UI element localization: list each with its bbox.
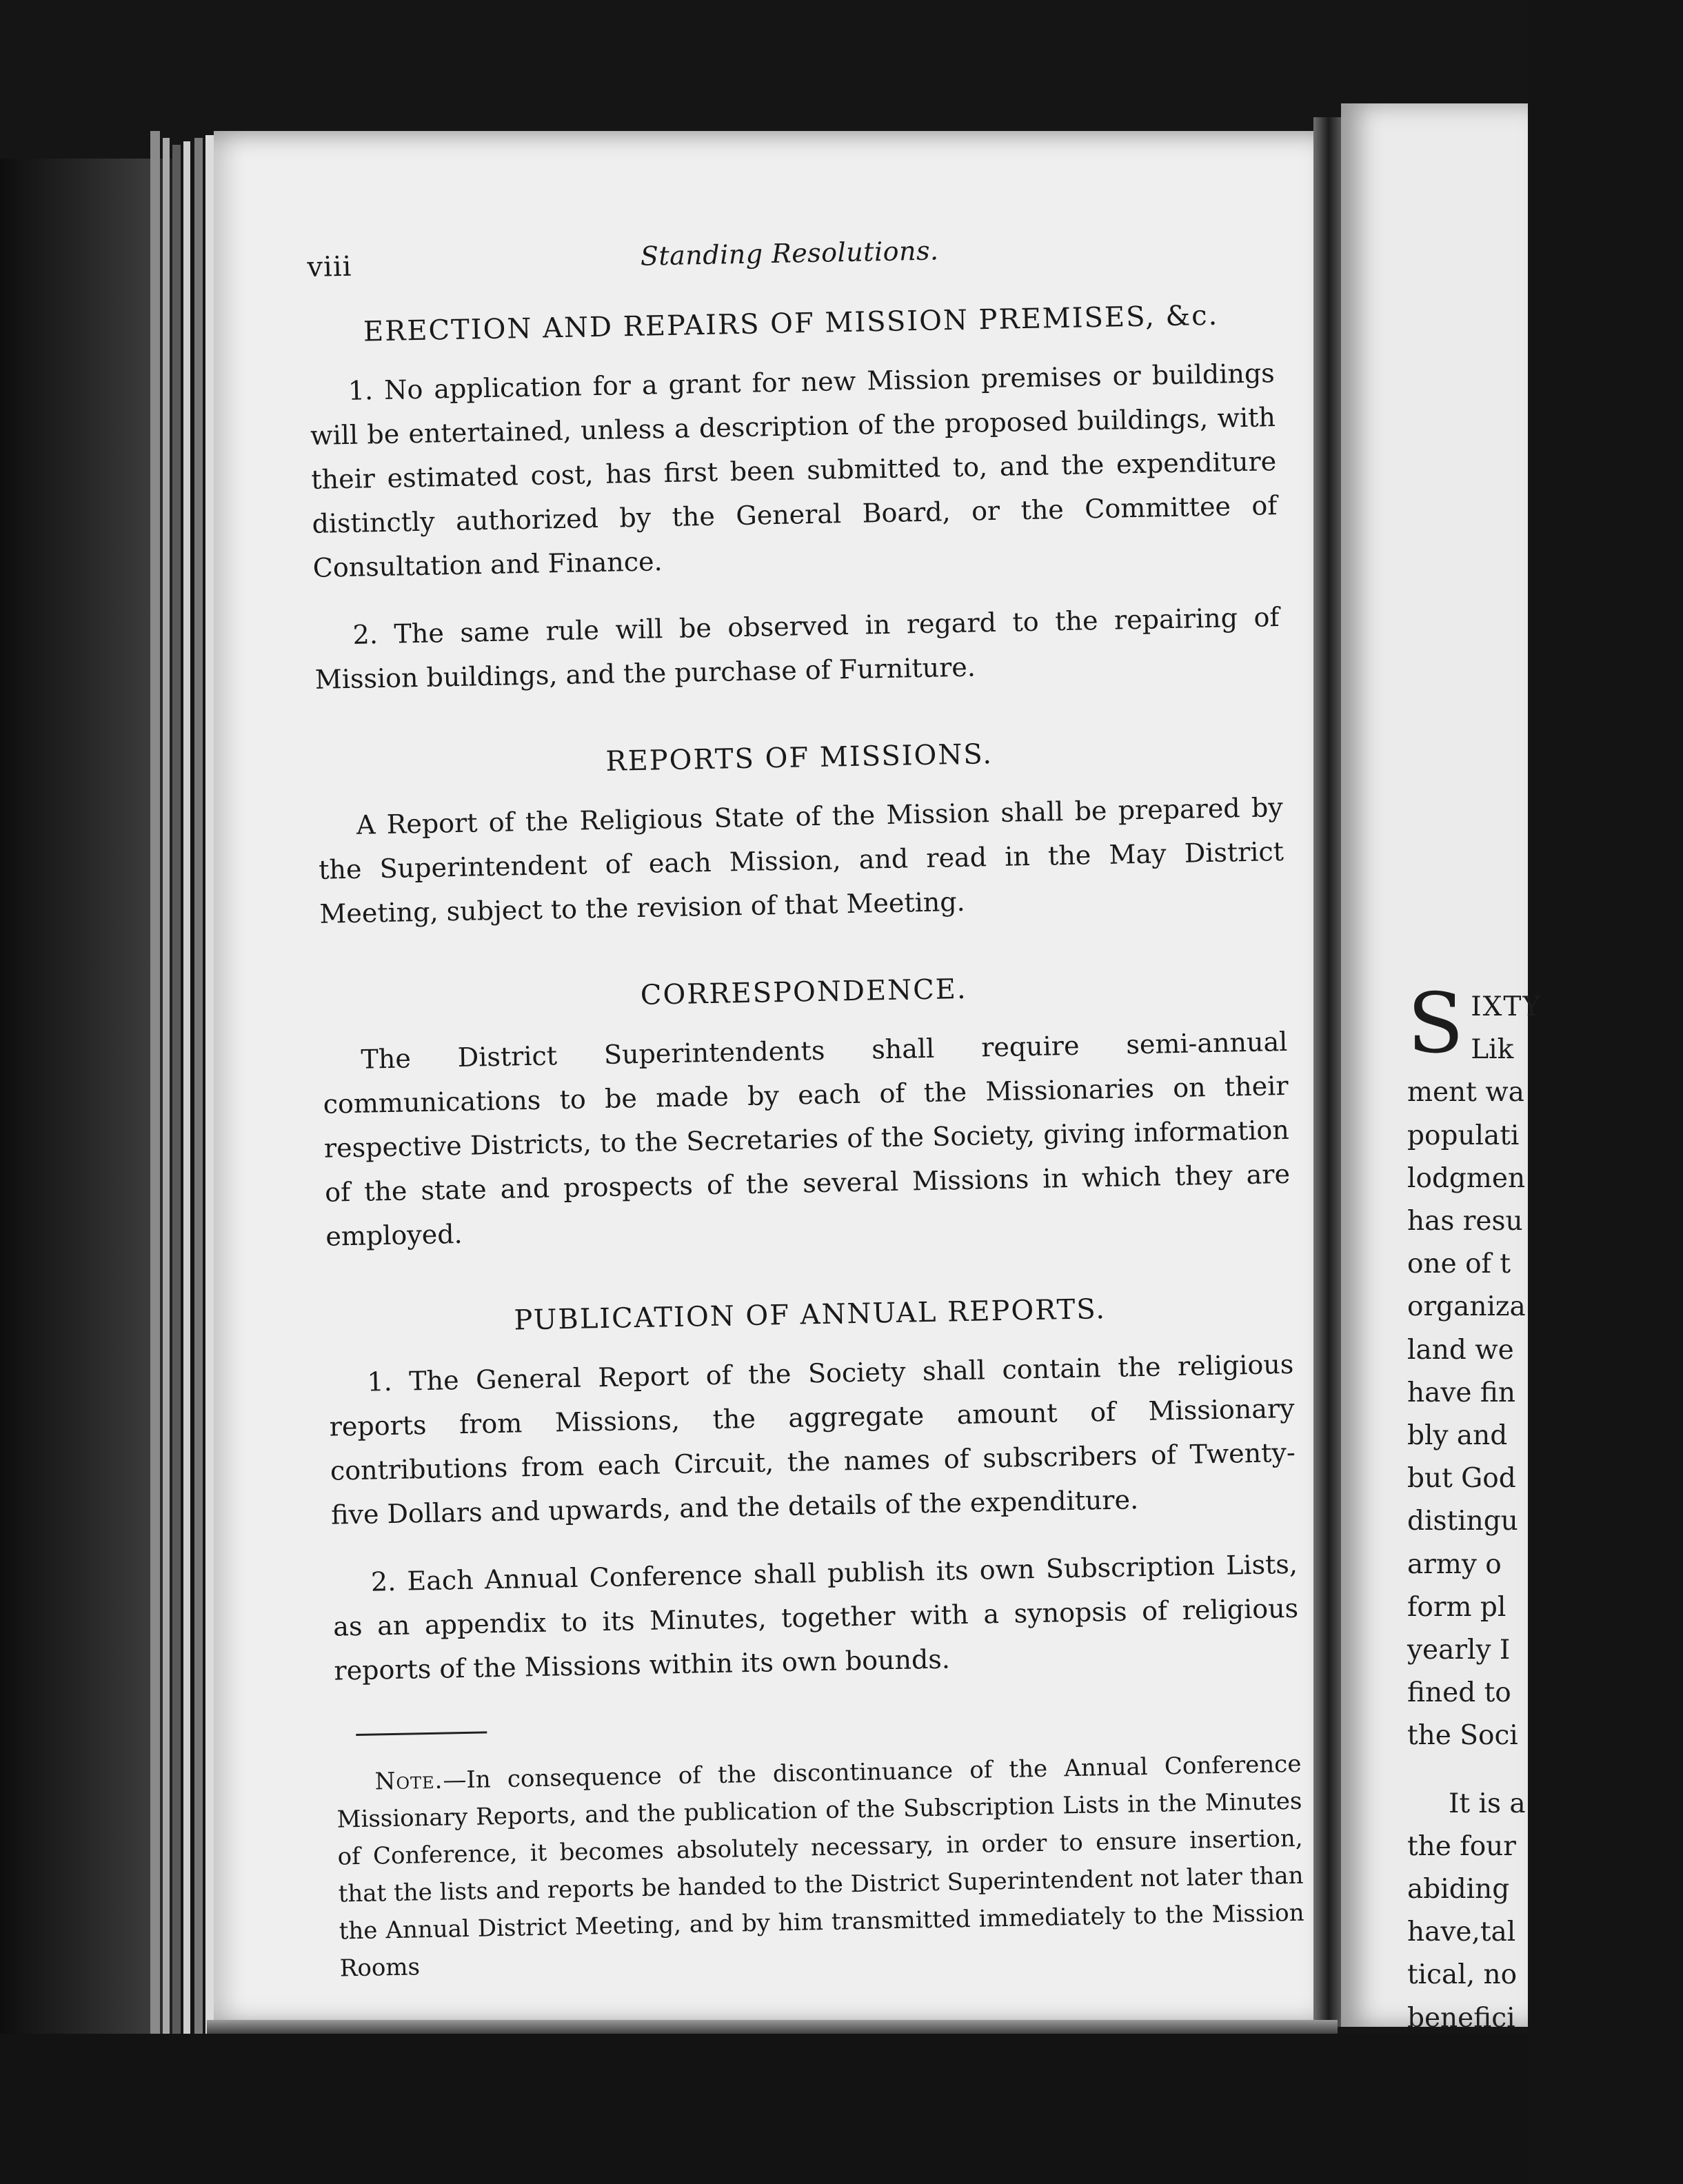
- paragraph: 1. No application for a grant for new Mission premises or buildings will be entertained, unless a description of the proposed buildings, with their estimated cost, has first been submitted to, and the expenditure distinctly authorized by the General Board, or the Committee of Consultation and Finance.: [310, 358, 1278, 583]
- scan-background: [0, 2034, 1528, 2184]
- drop-cap: S: [1407, 976, 1464, 1072]
- page-body: [308, 299, 1305, 1987]
- facing-line: army o: [1407, 1548, 1502, 1580]
- page-edge: [163, 138, 170, 2037]
- section-heading-erection: ERECTION AND REPAIRS OF MISSION PREMISES, &c.: [363, 299, 1219, 348]
- paragraph: A Report of the Religious State of the Mission shall be prepared by the Superintendent of each Mission, and read in the May District Meeting, subject to the revision of that Meeting.: [318, 791, 1284, 929]
- facing-line: benefici: [1407, 2002, 1515, 2034]
- paragraph: 2. Each Annual Conference shall publish its own Subscription Lists, as an appendix to its Minutes, together with a synopsis of religious reports of the Missions within its own bounds.: [332, 1548, 1299, 1686]
- page-edge: [150, 131, 160, 2034]
- facing-line: fined to: [1407, 1677, 1511, 1709]
- facing-line: abiding: [1407, 1874, 1510, 1905]
- facing-line: distingu: [1407, 1506, 1518, 1537]
- paragraph: 1. The General Report of the Society shall contain the religious reports from Missions, the aggregate amount of Missionary contributions from each Circuit, the names of subscribers of Twenty-five Dollars and upwards, and the details of the expenditure.: [329, 1348, 1296, 1530]
- footnote-text: —In consequence of the discontinuance of the Annual Conference Missionary Reports, and the publication of the Subscription Lists in the Minutes of Conference, it becomes absolutely necessary, in order to ensure insertion, that the lists and reports be handed to the District Superintendent not later than the Annual District Meeting, and by him transmitted immediately to the Mission Rooms: [336, 1750, 1304, 1983]
- facing-line: but God: [1407, 1463, 1516, 1495]
- footnote: [336, 1746, 1305, 1988]
- book-gutter: [1313, 117, 1341, 2027]
- paragraph: The District Superintendents shall require semi-annual communications to be made by each of the Missionaries on their respective Districts, to the Secretaries of the Society, giving information of the state and prospects of the several Missions in which they are employed.: [323, 1026, 1291, 1252]
- facing-line: one of t: [1407, 1248, 1511, 1280]
- page-edge: [194, 138, 203, 2034]
- facing-line: has resu: [1407, 1206, 1523, 1237]
- page-edge: [172, 145, 181, 2037]
- facing-line: form pl: [1407, 1591, 1506, 1623]
- page-bottom-edge: [207, 2020, 1338, 2035]
- facing-line: tical, no: [1407, 1959, 1518, 1991]
- facing-line: have,tal: [1407, 1917, 1516, 1948]
- facing-line: lodgmen: [1407, 1162, 1526, 1194]
- paragraph: 2. The same rule will be observed in regard to the repairing of Mission buildings, and the purchase of Furniture.: [314, 602, 1280, 695]
- section-heading-publication: PUBLICATION OF ANNUAL REPORTS.: [514, 1293, 1107, 1337]
- facing-line: the four: [1407, 1830, 1516, 1862]
- book-spine: [0, 159, 176, 2034]
- footnote-rule: [356, 1731, 487, 1736]
- facing-line: ment wa: [1407, 1077, 1524, 1109]
- page-number: viii: [307, 250, 352, 283]
- page-text-block: [307, 233, 1304, 1983]
- facing-line: organiza: [1407, 1291, 1526, 1323]
- page-edge: [183, 141, 190, 2034]
- facing-page: [1341, 103, 1542, 2034]
- facing-line: land we: [1407, 1334, 1514, 1366]
- facing-line: bly and: [1407, 1420, 1508, 1452]
- facing-line: Lik: [1471, 1034, 1514, 1066]
- facing-line: yearly I: [1407, 1635, 1511, 1666]
- left-page: [214, 131, 1351, 2027]
- section-heading-correspondence: CORRESPONDENCE.: [640, 973, 968, 1011]
- section-heading-reports: REPORTS OF MISSIONS.: [605, 738, 994, 778]
- facing-line: have fin: [1407, 1377, 1516, 1408]
- facing-line: IXTY: [1471, 991, 1542, 1022]
- facing-line: It is a: [1449, 1788, 1526, 1819]
- facing-line: populati: [1407, 1120, 1520, 1151]
- facing-page-text: [1407, 976, 1683, 2040]
- footnote-label: Note.: [374, 1766, 443, 1796]
- facing-line: the Soci: [1407, 1720, 1518, 1752]
- running-head: Standing Resolutions.: [640, 235, 939, 272]
